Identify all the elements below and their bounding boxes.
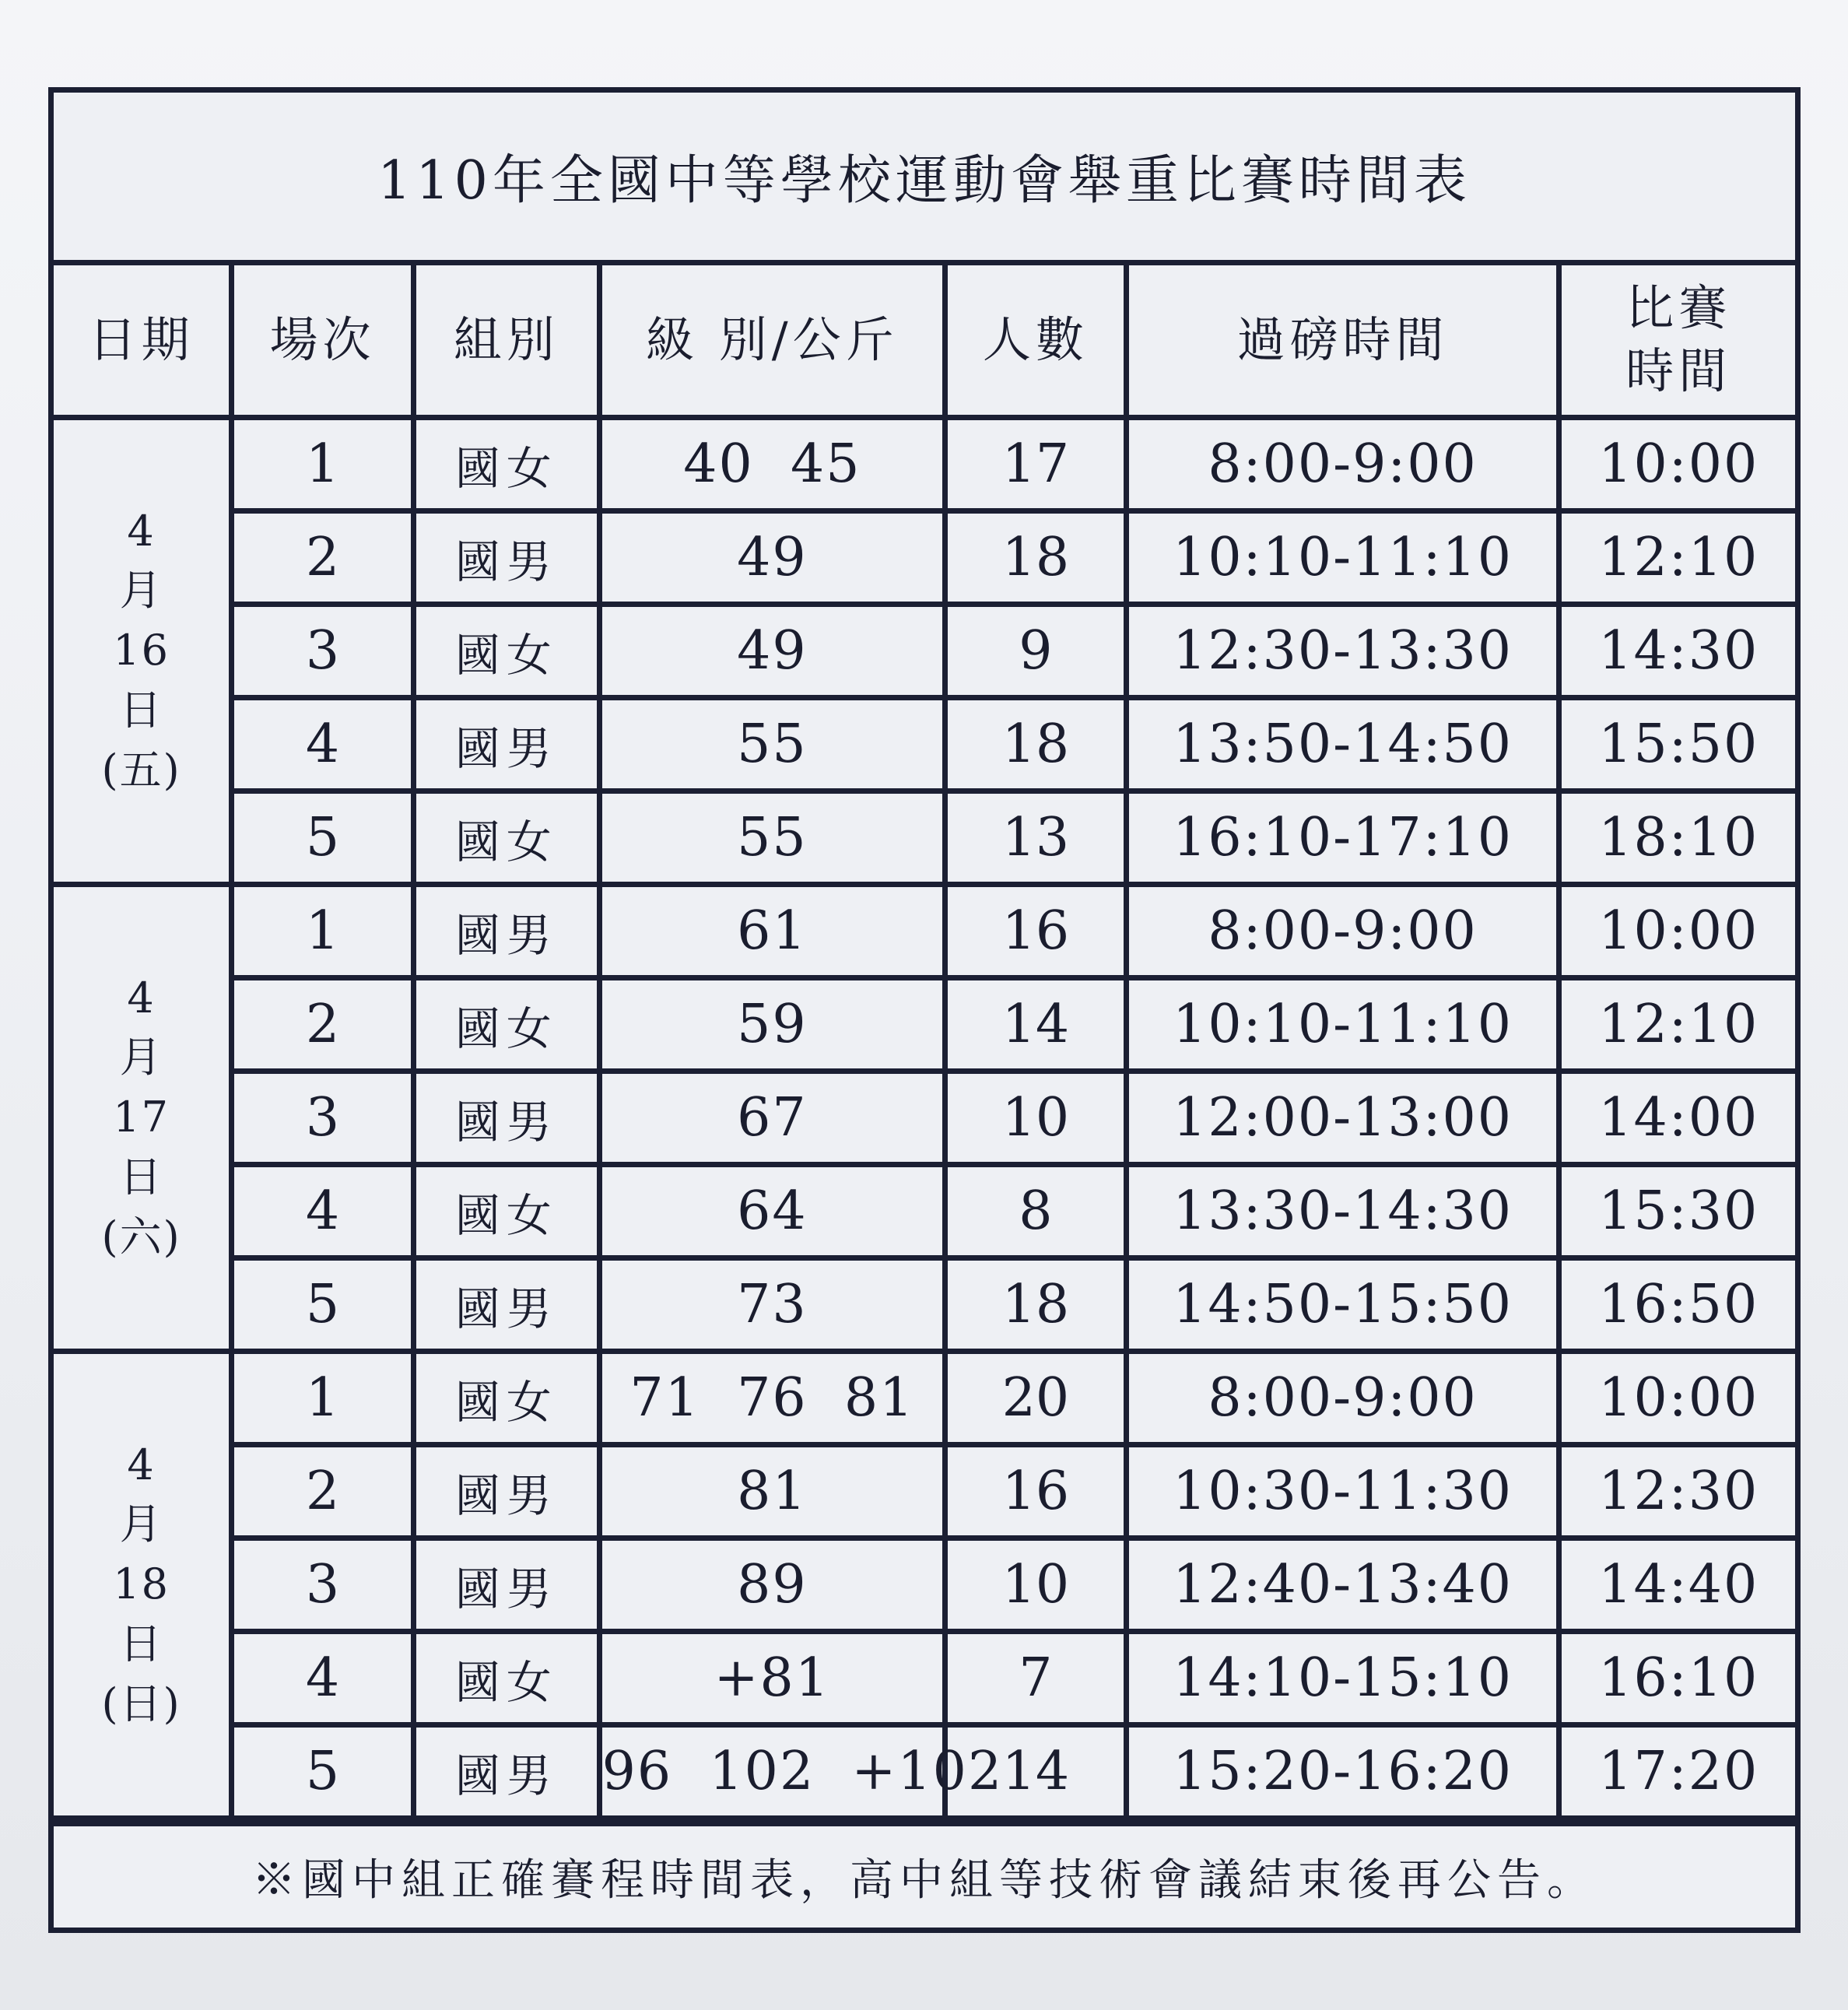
round-cell: 5	[232, 791, 414, 885]
weight-class-cell: 55	[599, 698, 945, 791]
date-line: 日	[119, 1152, 163, 1201]
header-count: 人數	[945, 265, 1127, 418]
weight-class-cell: 49	[599, 605, 945, 698]
weight-class-cell: 55	[599, 791, 945, 885]
round-cell: 2	[232, 511, 414, 605]
header-comp-line2: 時間	[1625, 342, 1732, 399]
weigh-in-cell: 14:10-15:10	[1126, 1632, 1559, 1725]
group-cell: 國女	[413, 978, 599, 1072]
competition-time-cell: 14:00	[1559, 1072, 1795, 1165]
group-cell: 國男	[413, 511, 599, 605]
count-cell: 14	[945, 1725, 1127, 1819]
header-competition-time	[1559, 265, 1795, 418]
group-cell: 國男	[413, 1258, 599, 1352]
table-row	[54, 1632, 1795, 1725]
count-cell: 18	[945, 511, 1127, 605]
group-cell: 國男	[413, 1072, 599, 1165]
header-class: 級 別/公斤	[599, 265, 945, 418]
weight-class-cell: 73	[599, 1258, 945, 1352]
count-cell: 9	[945, 605, 1127, 698]
weight-class-cell: +81	[599, 1632, 945, 1725]
weight-class-cell: 40 45	[599, 418, 945, 511]
weigh-in-cell: 8:00-9:00	[1126, 418, 1559, 511]
table-row	[54, 1725, 1795, 1819]
weigh-in-cell: 16:10-17:10	[1126, 791, 1559, 885]
date-line: 月	[119, 1033, 163, 1082]
competition-time-cell: 14:30	[1559, 605, 1795, 698]
count-cell: 10	[945, 1538, 1127, 1632]
competition-time-cell: 12:30	[1559, 1445, 1795, 1538]
date-line: 月	[119, 566, 163, 616]
count-cell: 17	[945, 418, 1127, 511]
weigh-in-cell: 15:20-16:20	[1126, 1725, 1559, 1819]
round-cell: 1	[232, 885, 414, 978]
competition-time-cell: 10:00	[1559, 418, 1795, 511]
group-cell: 國女	[413, 1165, 599, 1258]
round-cell: 2	[232, 1445, 414, 1538]
group-cell: 國女	[413, 1352, 599, 1445]
schedule-title: 110年全國中等學校運動會舉重比賽時間表	[54, 93, 1795, 265]
round-cell: 1	[232, 418, 414, 511]
weigh-in-cell: 8:00-9:00	[1126, 1352, 1559, 1445]
table-row	[54, 885, 1795, 978]
schedule-table	[54, 265, 1795, 1821]
weigh-in-cell: 10:10-11:10	[1126, 511, 1559, 605]
date-line: 18	[113, 1559, 170, 1609]
date-line: 4	[127, 973, 156, 1023]
group-cell: 國男	[413, 698, 599, 791]
competition-time-cell: 15:30	[1559, 1165, 1795, 1258]
table-row	[54, 1538, 1795, 1632]
table-row	[54, 605, 1795, 698]
header-group: 組別	[413, 265, 599, 418]
schedule-frame	[48, 87, 1801, 1933]
weigh-in-cell: 12:40-13:40	[1126, 1538, 1559, 1632]
weight-class-cell: 61	[599, 885, 945, 978]
weigh-in-cell: 12:00-13:00	[1126, 1072, 1559, 1165]
date-line: (六)	[101, 1212, 181, 1261]
group-cell: 國男	[413, 1445, 599, 1538]
competition-time-cell: 10:00	[1559, 885, 1795, 978]
weight-class-cell: 96 102 +102	[599, 1725, 945, 1819]
date-line: 月	[119, 1500, 163, 1549]
count-cell: 7	[945, 1632, 1127, 1725]
round-cell: 4	[232, 698, 414, 791]
footer-note: ※國中組正確賽程時間表，高中組等技術會議結束後再公告。	[54, 1821, 1795, 1928]
group-cell: 國女	[413, 791, 599, 885]
weigh-in-cell: 10:30-11:30	[1126, 1445, 1559, 1538]
count-cell: 8	[945, 1165, 1127, 1258]
weigh-in-cell: 14:50-15:50	[1126, 1258, 1559, 1352]
date-line: 16	[113, 626, 170, 675]
date-line: 17	[113, 1093, 170, 1142]
weight-class-cell: 49	[599, 511, 945, 605]
weigh-in-cell: 10:10-11:10	[1126, 978, 1559, 1072]
weigh-in-cell: 8:00-9:00	[1126, 885, 1559, 978]
header-round: 場次	[232, 265, 414, 418]
competition-time-cell: 12:10	[1559, 978, 1795, 1072]
weigh-in-cell: 12:30-13:30	[1126, 605, 1559, 698]
count-cell: 16	[945, 885, 1127, 978]
weight-class-cell: 89	[599, 1538, 945, 1632]
table-row	[54, 698, 1795, 791]
count-cell: 18	[945, 1258, 1127, 1352]
table-row	[54, 1352, 1795, 1445]
header-date: 日期	[54, 265, 232, 418]
competition-time-cell: 16:50	[1559, 1258, 1795, 1352]
count-cell: 14	[945, 978, 1127, 1072]
weigh-in-cell: 13:30-14:30	[1126, 1165, 1559, 1258]
date-line: 4	[127, 506, 156, 556]
table-row	[54, 511, 1795, 605]
weight-class-cell: 71 76 81	[599, 1352, 945, 1445]
date-line: (日)	[101, 1679, 181, 1728]
competition-time-cell: 14:40	[1559, 1538, 1795, 1632]
table-row	[54, 418, 1795, 511]
date-line: 日	[119, 1619, 163, 1668]
header-row	[54, 265, 1795, 418]
group-cell: 國女	[413, 605, 599, 698]
weight-class-cell: 67	[599, 1072, 945, 1165]
table-row	[54, 1445, 1795, 1538]
table-row	[54, 791, 1795, 885]
count-cell: 16	[945, 1445, 1127, 1538]
round-cell: 1	[232, 1352, 414, 1445]
count-cell: 20	[945, 1352, 1127, 1445]
count-cell: 13	[945, 791, 1127, 885]
competition-time-cell: 12:10	[1559, 511, 1795, 605]
round-cell: 3	[232, 1538, 414, 1632]
weight-class-cell: 81	[599, 1445, 945, 1538]
competition-time-cell: 10:00	[1559, 1352, 1795, 1445]
round-cell: 4	[232, 1165, 414, 1258]
table-row	[54, 978, 1795, 1072]
table-row	[54, 1165, 1795, 1258]
competition-time-cell: 16:10	[1559, 1632, 1795, 1725]
header-comp-line1: 比賽	[1625, 279, 1732, 337]
weight-class-cell: 59	[599, 978, 945, 1072]
table-row	[54, 1258, 1795, 1352]
round-cell: 2	[232, 978, 414, 1072]
round-cell: 3	[232, 605, 414, 698]
round-cell: 4	[232, 1632, 414, 1725]
schedule-body	[54, 418, 1795, 1819]
date-cell	[54, 885, 232, 1352]
group-cell: 國男	[413, 1725, 599, 1819]
round-cell: 3	[232, 1072, 414, 1165]
competition-time-cell: 18:10	[1559, 791, 1795, 885]
count-cell: 18	[945, 698, 1127, 791]
group-cell: 國女	[413, 1632, 599, 1725]
group-cell: 國男	[413, 885, 599, 978]
round-cell: 5	[232, 1725, 414, 1819]
competition-time-cell: 15:50	[1559, 698, 1795, 791]
competition-time-cell: 17:20	[1559, 1725, 1795, 1819]
group-cell: 國女	[413, 418, 599, 511]
date-line: (五)	[101, 745, 181, 795]
date-cell	[54, 418, 232, 885]
count-cell: 10	[945, 1072, 1127, 1165]
round-cell: 5	[232, 1258, 414, 1352]
header-weigh-in: 過磅時間	[1126, 265, 1559, 418]
weight-class-cell: 64	[599, 1165, 945, 1258]
weigh-in-cell: 13:50-14:50	[1126, 698, 1559, 791]
date-line: 4	[127, 1440, 156, 1489]
group-cell: 國男	[413, 1538, 599, 1632]
date-line: 日	[119, 685, 163, 735]
date-cell	[54, 1352, 232, 1819]
table-row	[54, 1072, 1795, 1165]
